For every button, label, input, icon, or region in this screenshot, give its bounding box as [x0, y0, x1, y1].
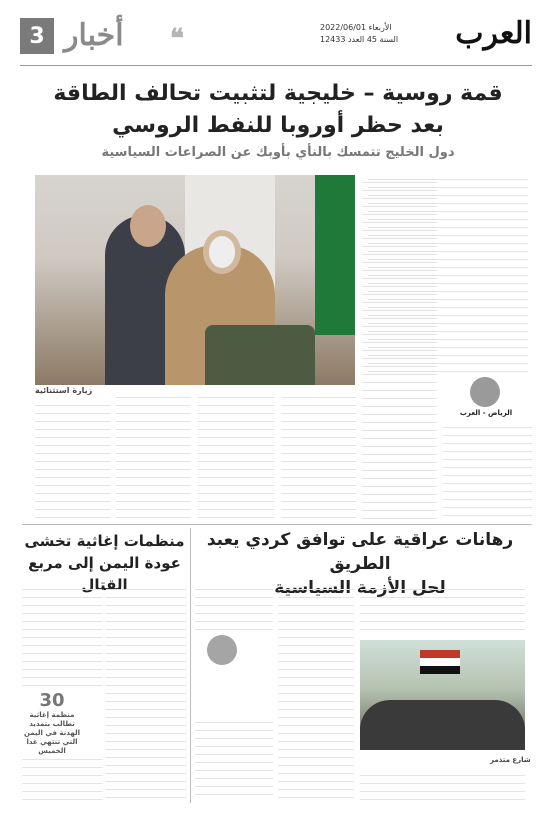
story3-column-1 — [106, 582, 186, 802]
story2-photo-caption: شارع متذمر — [490, 756, 531, 764]
date-block — [320, 22, 398, 46]
story1-headline-line2: بعد حظر أوروبا للنفط الروسي — [112, 113, 444, 138]
story3-headline-line1: منظمات إغاثية تخشى — [24, 532, 185, 550]
story3-headline-line2: عودة اليمن إلى مربع القتال — [28, 554, 181, 594]
story2-column-1b — [360, 768, 525, 803]
story3-pull-quote — [22, 690, 82, 756]
author-avatar — [470, 377, 500, 407]
masthead — [20, 18, 532, 66]
story2-headline-line2: لحل الأزمة السياسية — [274, 578, 446, 598]
story2-column-3 — [195, 582, 273, 632]
story1-column-2 — [362, 175, 437, 520]
story2-headline-line1: رهانات عراقية على توافق كردي يعبد الطريق — [206, 530, 514, 574]
quote-icon: ❝ — [170, 24, 184, 54]
story1-photo-caption: زيارة استثنائية — [35, 386, 93, 395]
story2-column-3b — [195, 715, 273, 803]
story1-headline — [28, 78, 528, 142]
story1-photo — [35, 175, 355, 385]
story1-column-4 — [116, 390, 191, 520]
story2-inset — [195, 635, 250, 710]
section-divider — [22, 524, 532, 525]
story1-byline — [440, 377, 532, 417]
column-divider — [190, 528, 191, 803]
pull-number: 30 — [39, 690, 65, 711]
pull-text: منظمة إغاثية تطالب بتمديد الهدنة في اليمن التي تنتهي غدا الخميس — [24, 711, 80, 755]
page-number: 3 — [20, 18, 54, 54]
story1-column-2b — [281, 390, 356, 520]
date-line: الأربعاء 2022/06/01 — [320, 23, 392, 32]
newspaper-logo: العرب — [455, 16, 532, 51]
story2-photo — [360, 640, 525, 750]
columnist-avatar — [207, 635, 237, 665]
story1-headline-line1: قمة روسية – خليجية لتثبيت تحالف الطاقة — [53, 81, 503, 106]
section-title: أخبار — [64, 18, 124, 53]
story2-column-2 — [278, 582, 354, 802]
story1-column-3 — [197, 390, 275, 520]
story2-column-1 — [360, 582, 525, 637]
story3-column-2 — [22, 582, 102, 687]
story1-column-5 — [35, 398, 110, 520]
story1-column-1b — [443, 420, 532, 520]
byline-text: الرياض - العرب — [459, 409, 513, 417]
story3-column-2b — [22, 752, 102, 802]
issue-line: السنة 45 العدد 12433 — [320, 35, 399, 44]
story1-subhead: دول الخليج تتمسك بالنأي بأوبك عن الصراعات السياسية — [101, 145, 455, 160]
